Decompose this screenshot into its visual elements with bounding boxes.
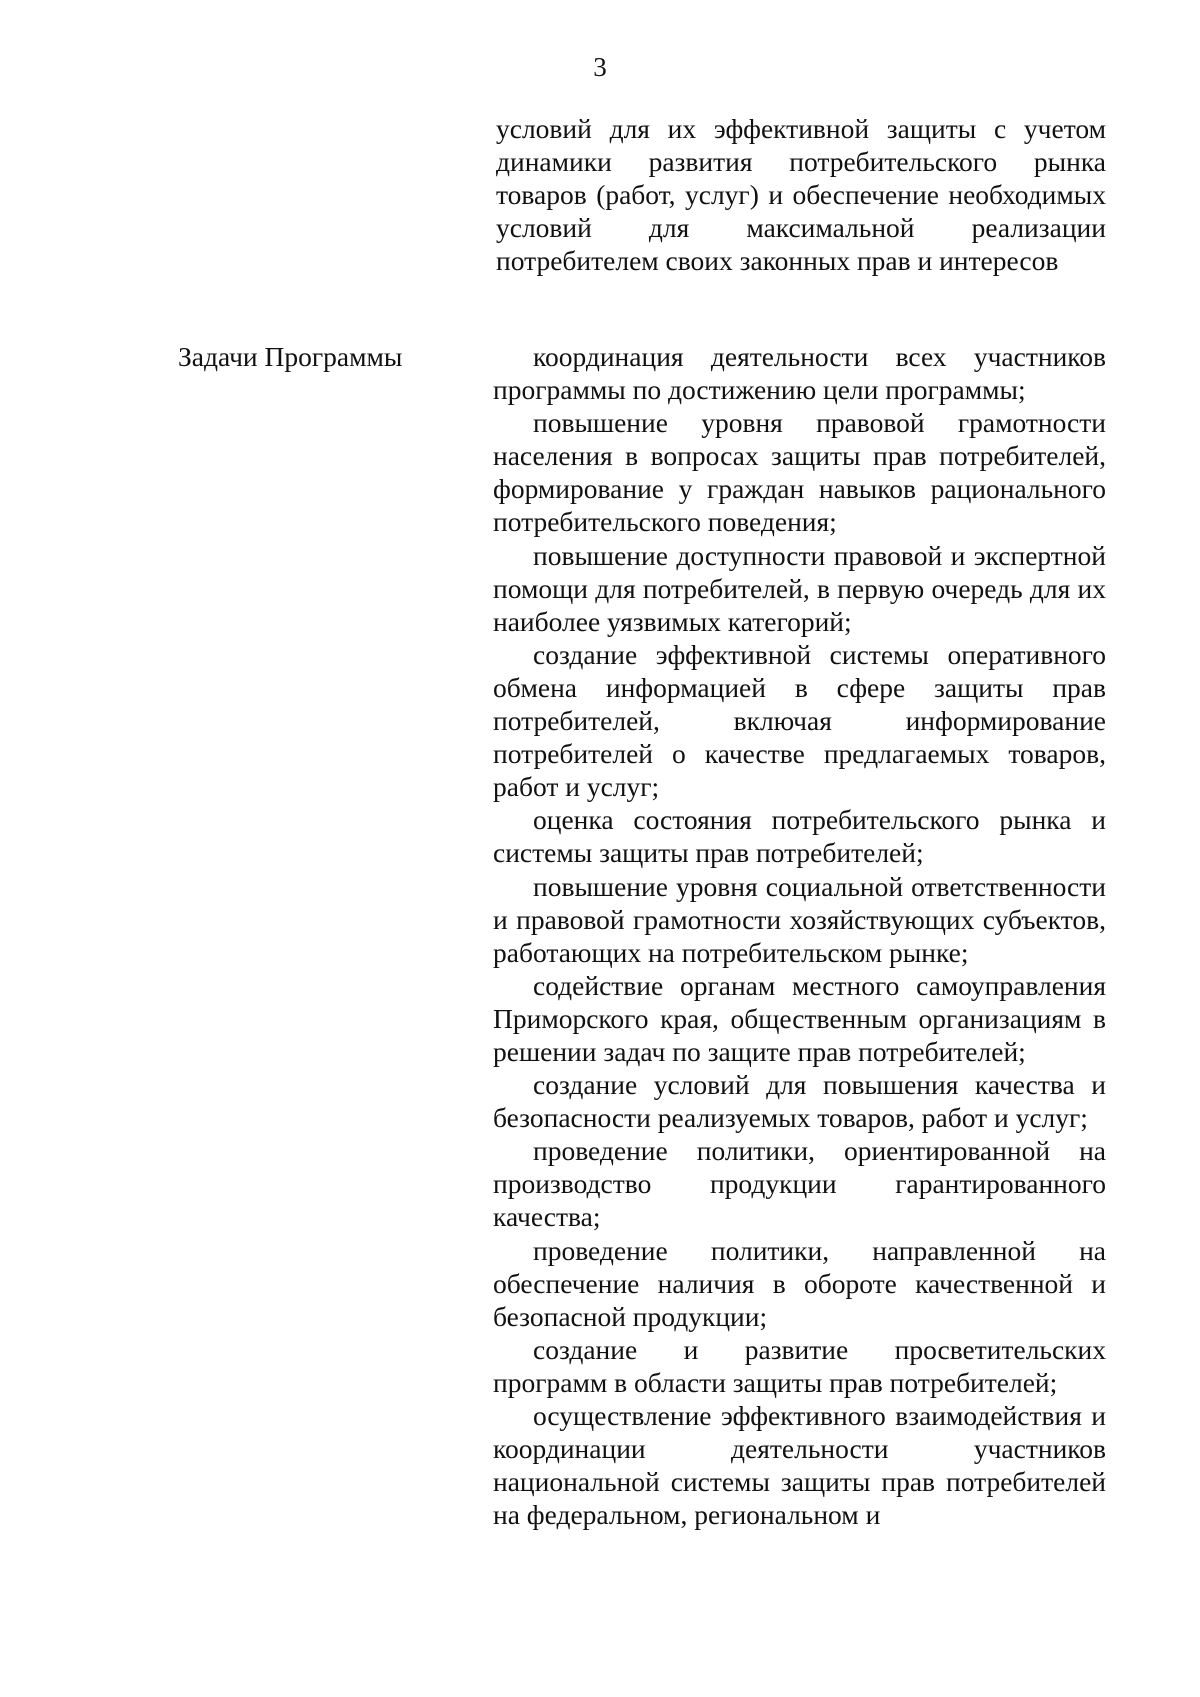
task-item: повышение уровня социальной ответственности и правовой грамотности хозяйствующих субъектов, работающих на потребительском рынке; <box>493 870 1106 968</box>
task-item: создание эффективной системы оперативного обмена информацией в сфере защиты прав потребителей, включая информирование потребителей о качестве предлагаемых товаров, работ и услуг; <box>493 638 1106 803</box>
goal-continuation-text: условий для их эффективной защиты с учетом динамики развития потребительского рынка товаров (работ, услуг) и обеспечение необходимых условий для максимальной реализации потребителем своих законных прав и интересов <box>496 113 1106 276</box>
task-item: повышение доступности правовой и экспертной помощи для потребителей, в первую очередь для их наиболее уязвимых категорий; <box>493 539 1106 637</box>
task-item: проведение политики, направленной на обеспечение наличия в обороте качественной и безопасной продукции; <box>493 1234 1106 1332</box>
task-item: проведение политики, ориентированной на производство продукции гарантированного качества; <box>493 1135 1106 1233</box>
task-item: содействие органам местного самоуправления Приморского края, общественным организациям в решении задач по защите прав потребителей; <box>493 969 1106 1067</box>
task-item: координация деятельности всех участников программы по достижению цели программы; <box>493 341 1106 406</box>
task-item: создание и развитие просветительских программ в области защиты прав потребителей; <box>493 1333 1106 1398</box>
task-item: оценка состояния потребительского рынка и системы защиты прав потребителей; <box>493 804 1106 869</box>
tasks-list <box>493 340 1106 1531</box>
tasks-label: Задачи Программы <box>178 341 403 372</box>
task-item: повышение уровня правовой грамотности населения в вопросах защиты прав потребителей, формирование у граждан навыков рационального потребительского поведения; <box>493 407 1106 538</box>
task-item: осуществление эффективного взаимодействия и координации деятельности участников национальной системы защиты прав потребителей на федеральном, региональном и <box>493 1400 1106 1531</box>
task-item: создание условий для повышения качества и безопасности реализуемых товаров, работ и услуг; <box>493 1069 1106 1134</box>
page-number: 3 <box>593 52 607 82</box>
